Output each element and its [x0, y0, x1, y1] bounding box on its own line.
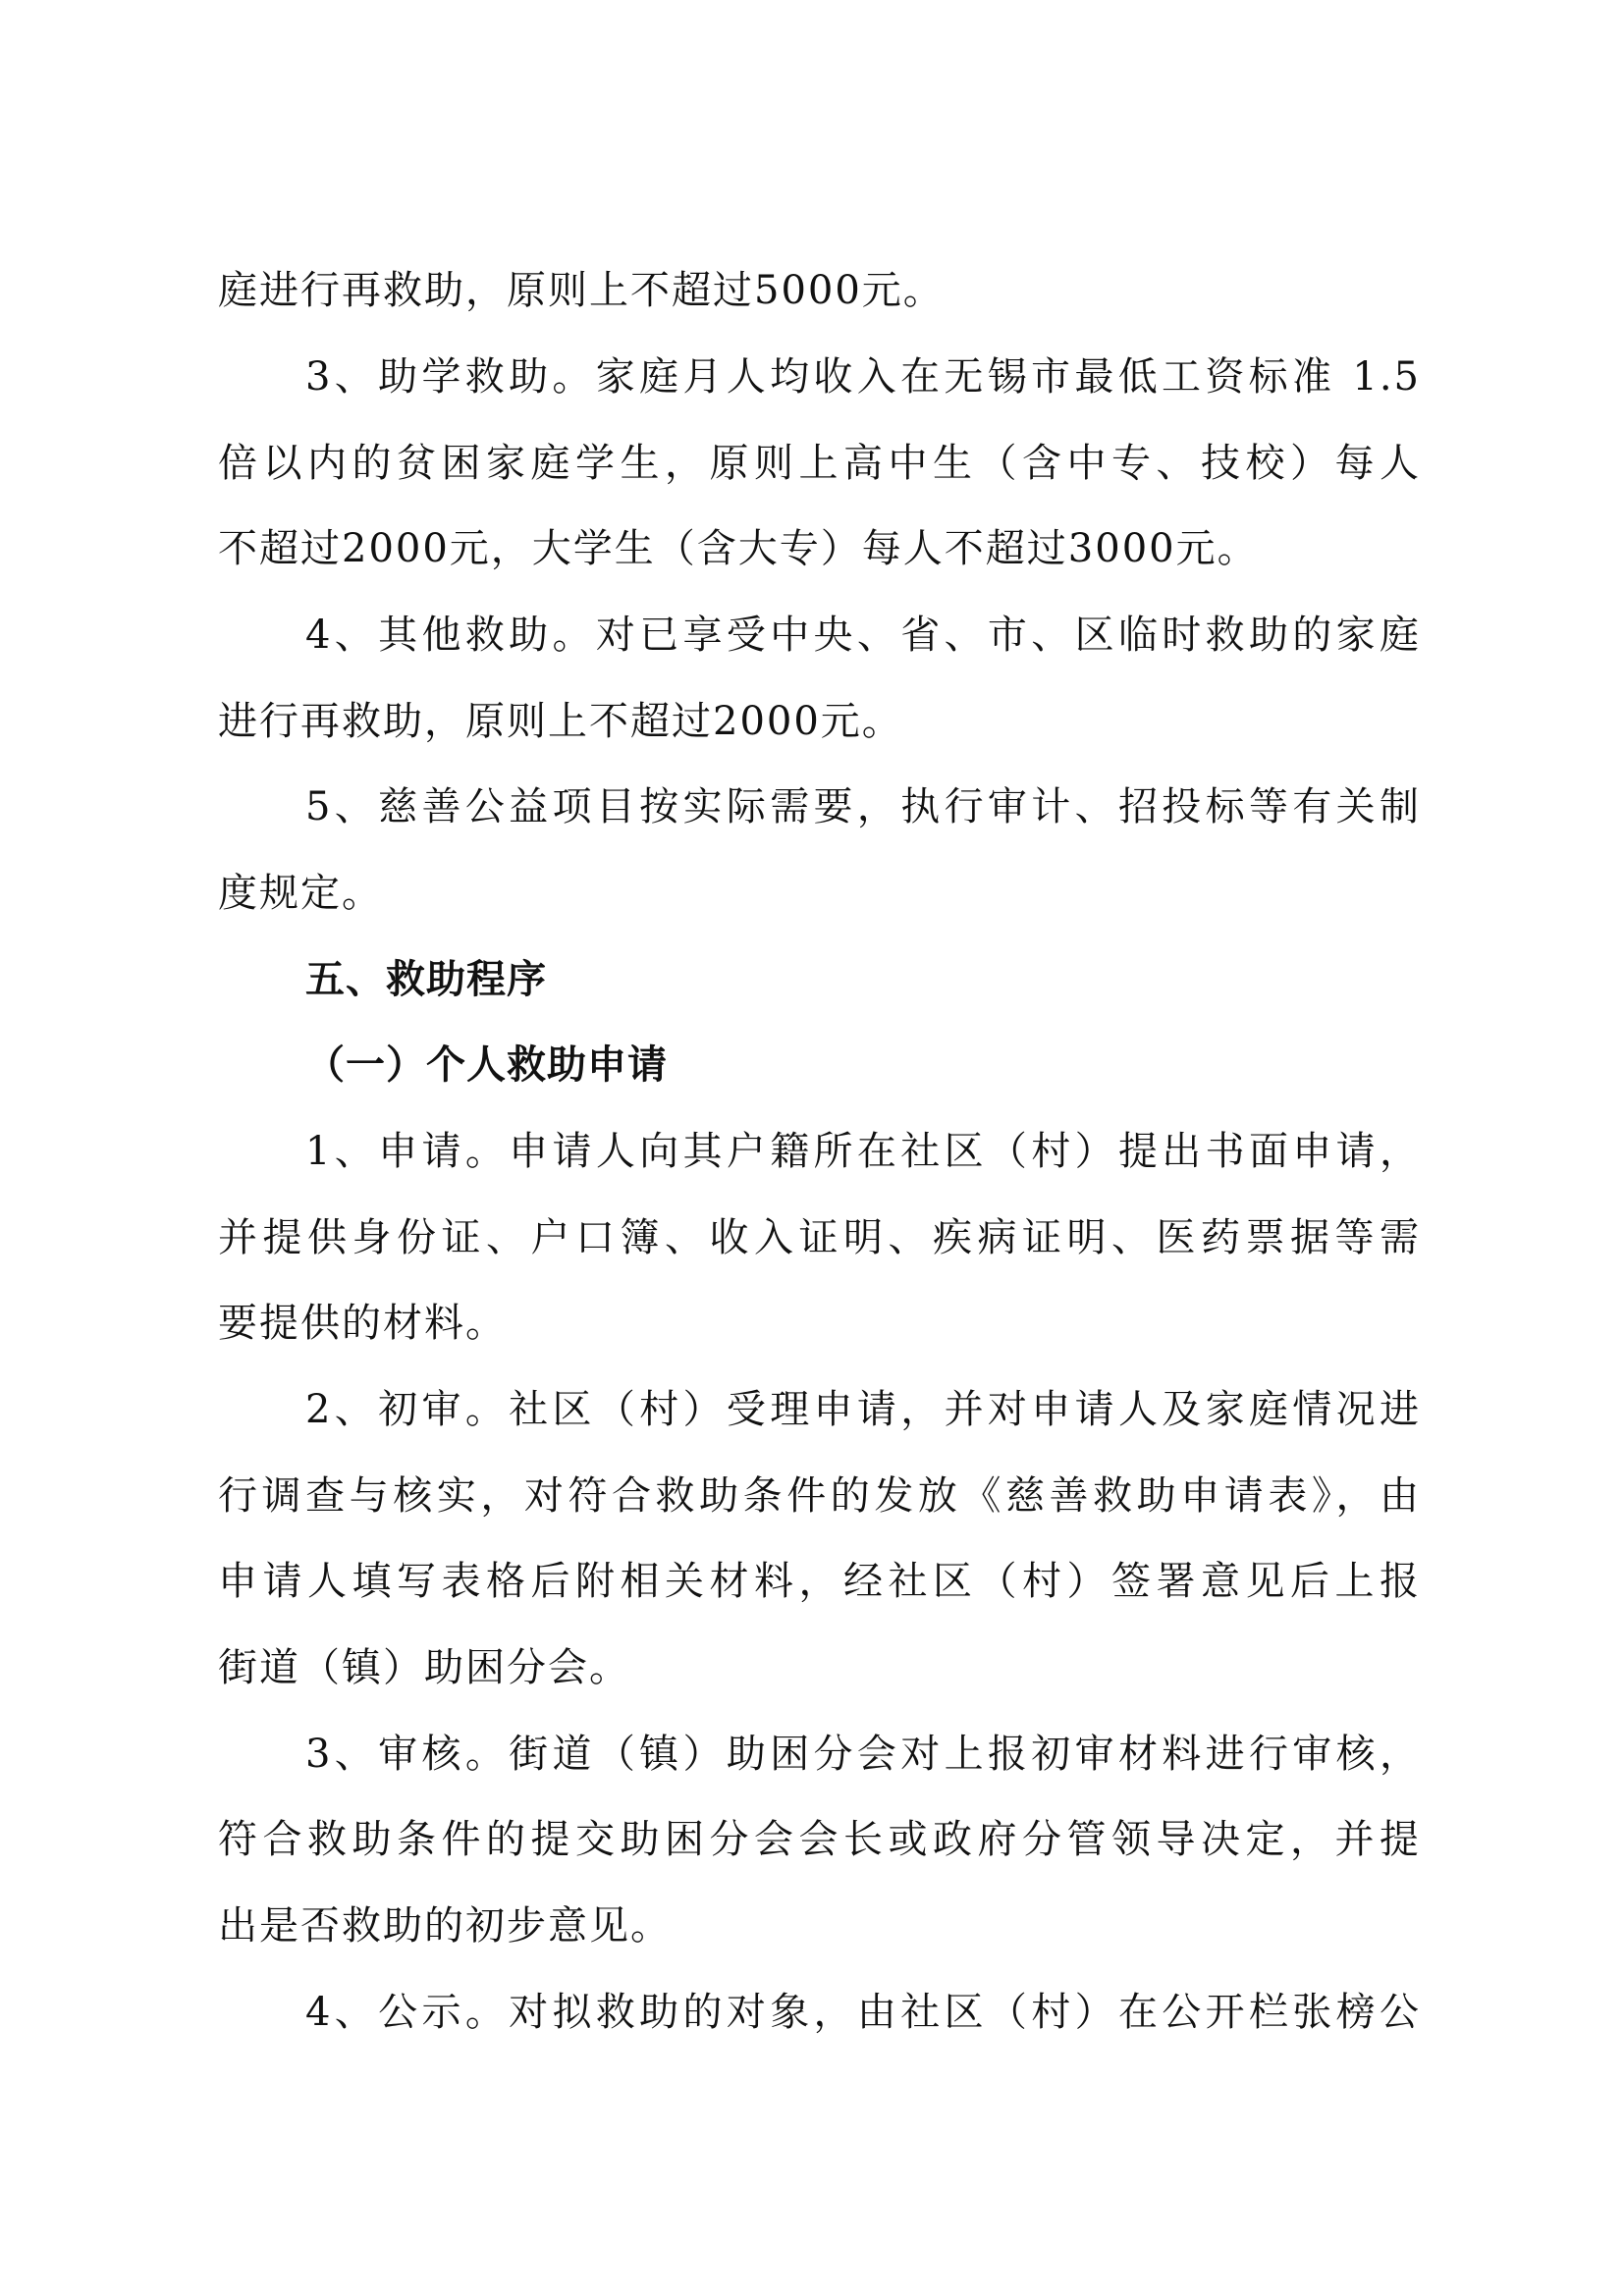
body-text-line: 度规定。	[218, 871, 383, 916]
section-heading: 五、救助程序	[305, 957, 547, 1002]
paragraph-first-line: 2、初审。社区（村）受理申请，并对申请人及家庭情况进	[305, 1387, 1421, 1432]
body-text-line: 庭进行再救助，原则上不超过5000元。	[218, 268, 945, 313]
subsection-heading: （一）个人救助申请	[305, 1042, 668, 1088]
body-text-line: 街道（镇）助困分会。	[218, 1645, 630, 1690]
body-text-line: 进行再救助，原则上不超过2000元。	[218, 699, 903, 744]
paragraph-first-line: 4、其他救助。对已享受中央、省、市、区临时救助的家庭	[305, 613, 1421, 658]
body-text-line: 并提供身份证、户口簿、收入证明、疾病证明、医药票据等需	[218, 1215, 1421, 1260]
body-text-line: 行调查与核实，对符合救助条件的发放《慈善救助申请表》，由	[218, 1473, 1421, 1519]
paragraph-first-line: 3、助学救助。家庭月人均收入在无锡市最低工资标准 1.5	[305, 354, 1421, 400]
paragraph-first-line: 3、审核。街道（镇）助困分会对上报初审材料进行审核，	[305, 1732, 1421, 1777]
paragraph-first-line: 1、申请。申请人向其户籍所在社区（村）提出书面申请，	[305, 1129, 1421, 1174]
body-text-line: 不超过2000元，大学生（含大专）每人不超过3000元。	[218, 526, 1259, 571]
body-text-line: 出是否救助的初步意见。	[218, 1903, 672, 1949]
paragraph-first-line: 4、公示。对拟救助的对象，由社区（村）在公开栏张榜公	[305, 1990, 1421, 2035]
body-text-line: 要提供的材料。	[218, 1301, 507, 1346]
body-text-line: 倍以内的贫困家庭学生，原则上高中生（含中专、技校）每人	[218, 441, 1421, 486]
paragraph-first-line: 5、慈善公益项目按实际需要，执行审计、招投标等有关制	[305, 784, 1421, 829]
body-text-line: 符合救助条件的提交助困分会会长或政府分管领导决定，并提	[218, 1817, 1421, 1862]
body-text-line: 申请人填写表格后附相关材料，经社区（村）签署意见后上报	[218, 1559, 1421, 1604]
